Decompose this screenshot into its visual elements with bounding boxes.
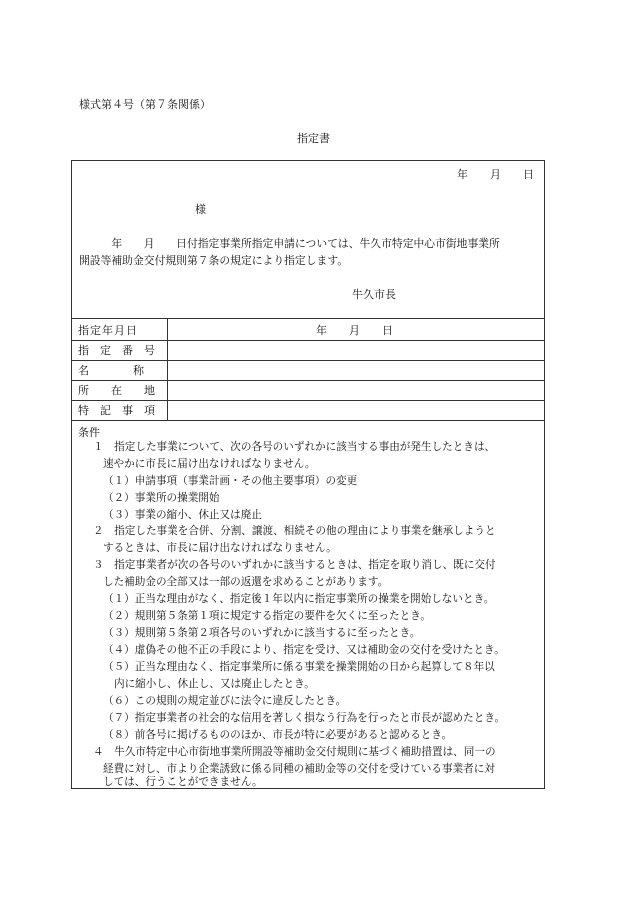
row-label: 指 定 番 号 <box>78 344 155 357</box>
form-number: 様式第４号（第７条関係） <box>79 98 211 111</box>
condition-line: するときは、市長に届け出なければなりません。 <box>103 542 337 554</box>
table-row-name <box>78 362 158 378</box>
condition-line: （４）虚偽その他不正の手段により、指定を受け、又は補助金の交付を受けたとき。 <box>103 644 505 656</box>
body-text-line-2: 開設等補助金交付規則第７条の規定により指定します。 <box>79 254 349 267</box>
table-row-border <box>71 380 545 381</box>
conditions-heading: 条件 <box>78 426 100 439</box>
condition-line: ４ 牛久市特定中心市街地事業所開設等補助金交付規則に基づく補助措置は、同一の <box>93 746 496 758</box>
addressee-suffix: 様 <box>195 203 206 216</box>
condition-line: 速やかに市長に届け出なければなりません。 <box>103 458 316 470</box>
condition-line: 経費に対し、市より企業誘致に係る同種の補助金等の交付を受けている事業者に対 <box>103 763 495 775</box>
table-row-border <box>71 340 545 341</box>
condition-line: （５）正当な理由なく、指定事業所に係る事業を操業開始の日から起算して８年以 <box>103 661 495 673</box>
condition-line: した補助金の全部又は一部の返還を求めることがあります。 <box>103 576 389 588</box>
issue-date: 年 月 日 <box>457 168 534 181</box>
table-bottom-border <box>71 420 545 421</box>
table-row-border <box>71 360 545 361</box>
row-label: 指定年月日 <box>78 324 138 337</box>
condition-line: （１）申請事項（事業計画・その他主要事項）の変更 <box>103 475 358 487</box>
condition-line: しては、行うことができません。 <box>103 776 263 788</box>
condition-line: ３ 指定事業者が次の各号のいずれかに該当するときは、指定を取り消し、既に交付 <box>93 559 496 571</box>
condition-line: （１）正当な理由がなく、指定後１年以内に指定事業所の操業を開始しないとき。 <box>103 593 495 605</box>
condition-line: （２）規則第５条第１項に規定する指定の要件を欠くに至ったとき。 <box>103 610 431 622</box>
table-top-border <box>71 318 545 319</box>
body-text-line-1: 年 月 日付指定事業所指定申請については、牛久市特定中心市街地事業所 <box>79 237 500 250</box>
condition-line: （２）事業所の操業開始 <box>103 492 220 504</box>
condition-line: ２ 指定した事業を合併、分割、譲渡、相続その他の理由により事業を継承しようと <box>93 525 496 537</box>
table-row-special-notes <box>78 402 158 418</box>
table-row-location <box>78 382 158 398</box>
condition-line: （３）規則第５条第２項各号のいずれかに該当するに至ったとき。 <box>103 627 421 639</box>
table-row-designation-date <box>78 322 158 338</box>
table-row-border <box>71 400 545 401</box>
condition-line: （８）前各号に掲げるもののほか、市長が特に必要があると認めるとき。 <box>103 729 453 741</box>
condition-line: （３）事業の縮小、休止又は廃止 <box>103 509 262 521</box>
condition-line: （７）指定事業者の社会的な信用を著しく損なう行為を行ったと市長が認めたとき。 <box>103 712 506 724</box>
condition-line: 内に縮小し、休止し、又は廃止したとき。 <box>114 678 315 690</box>
issuer-name: 牛久市長 <box>352 288 396 301</box>
condition-line: １ 指定した事業について、次の各号のいずれかに該当する事由が発生したときは、 <box>93 441 496 453</box>
condition-line: （６）この規則の規定並びに法令に違反したとき。 <box>103 695 347 707</box>
designation-date-value: 年 月 日 <box>316 324 393 337</box>
document-title: 指定書 <box>297 132 330 145</box>
table-column-divider <box>167 318 168 420</box>
table-row-designation-number <box>78 342 158 358</box>
row-label: 名 称 <box>78 364 144 377</box>
row-label: 所 在 地 <box>78 384 155 397</box>
row-label: 特 記 事 項 <box>78 404 155 417</box>
